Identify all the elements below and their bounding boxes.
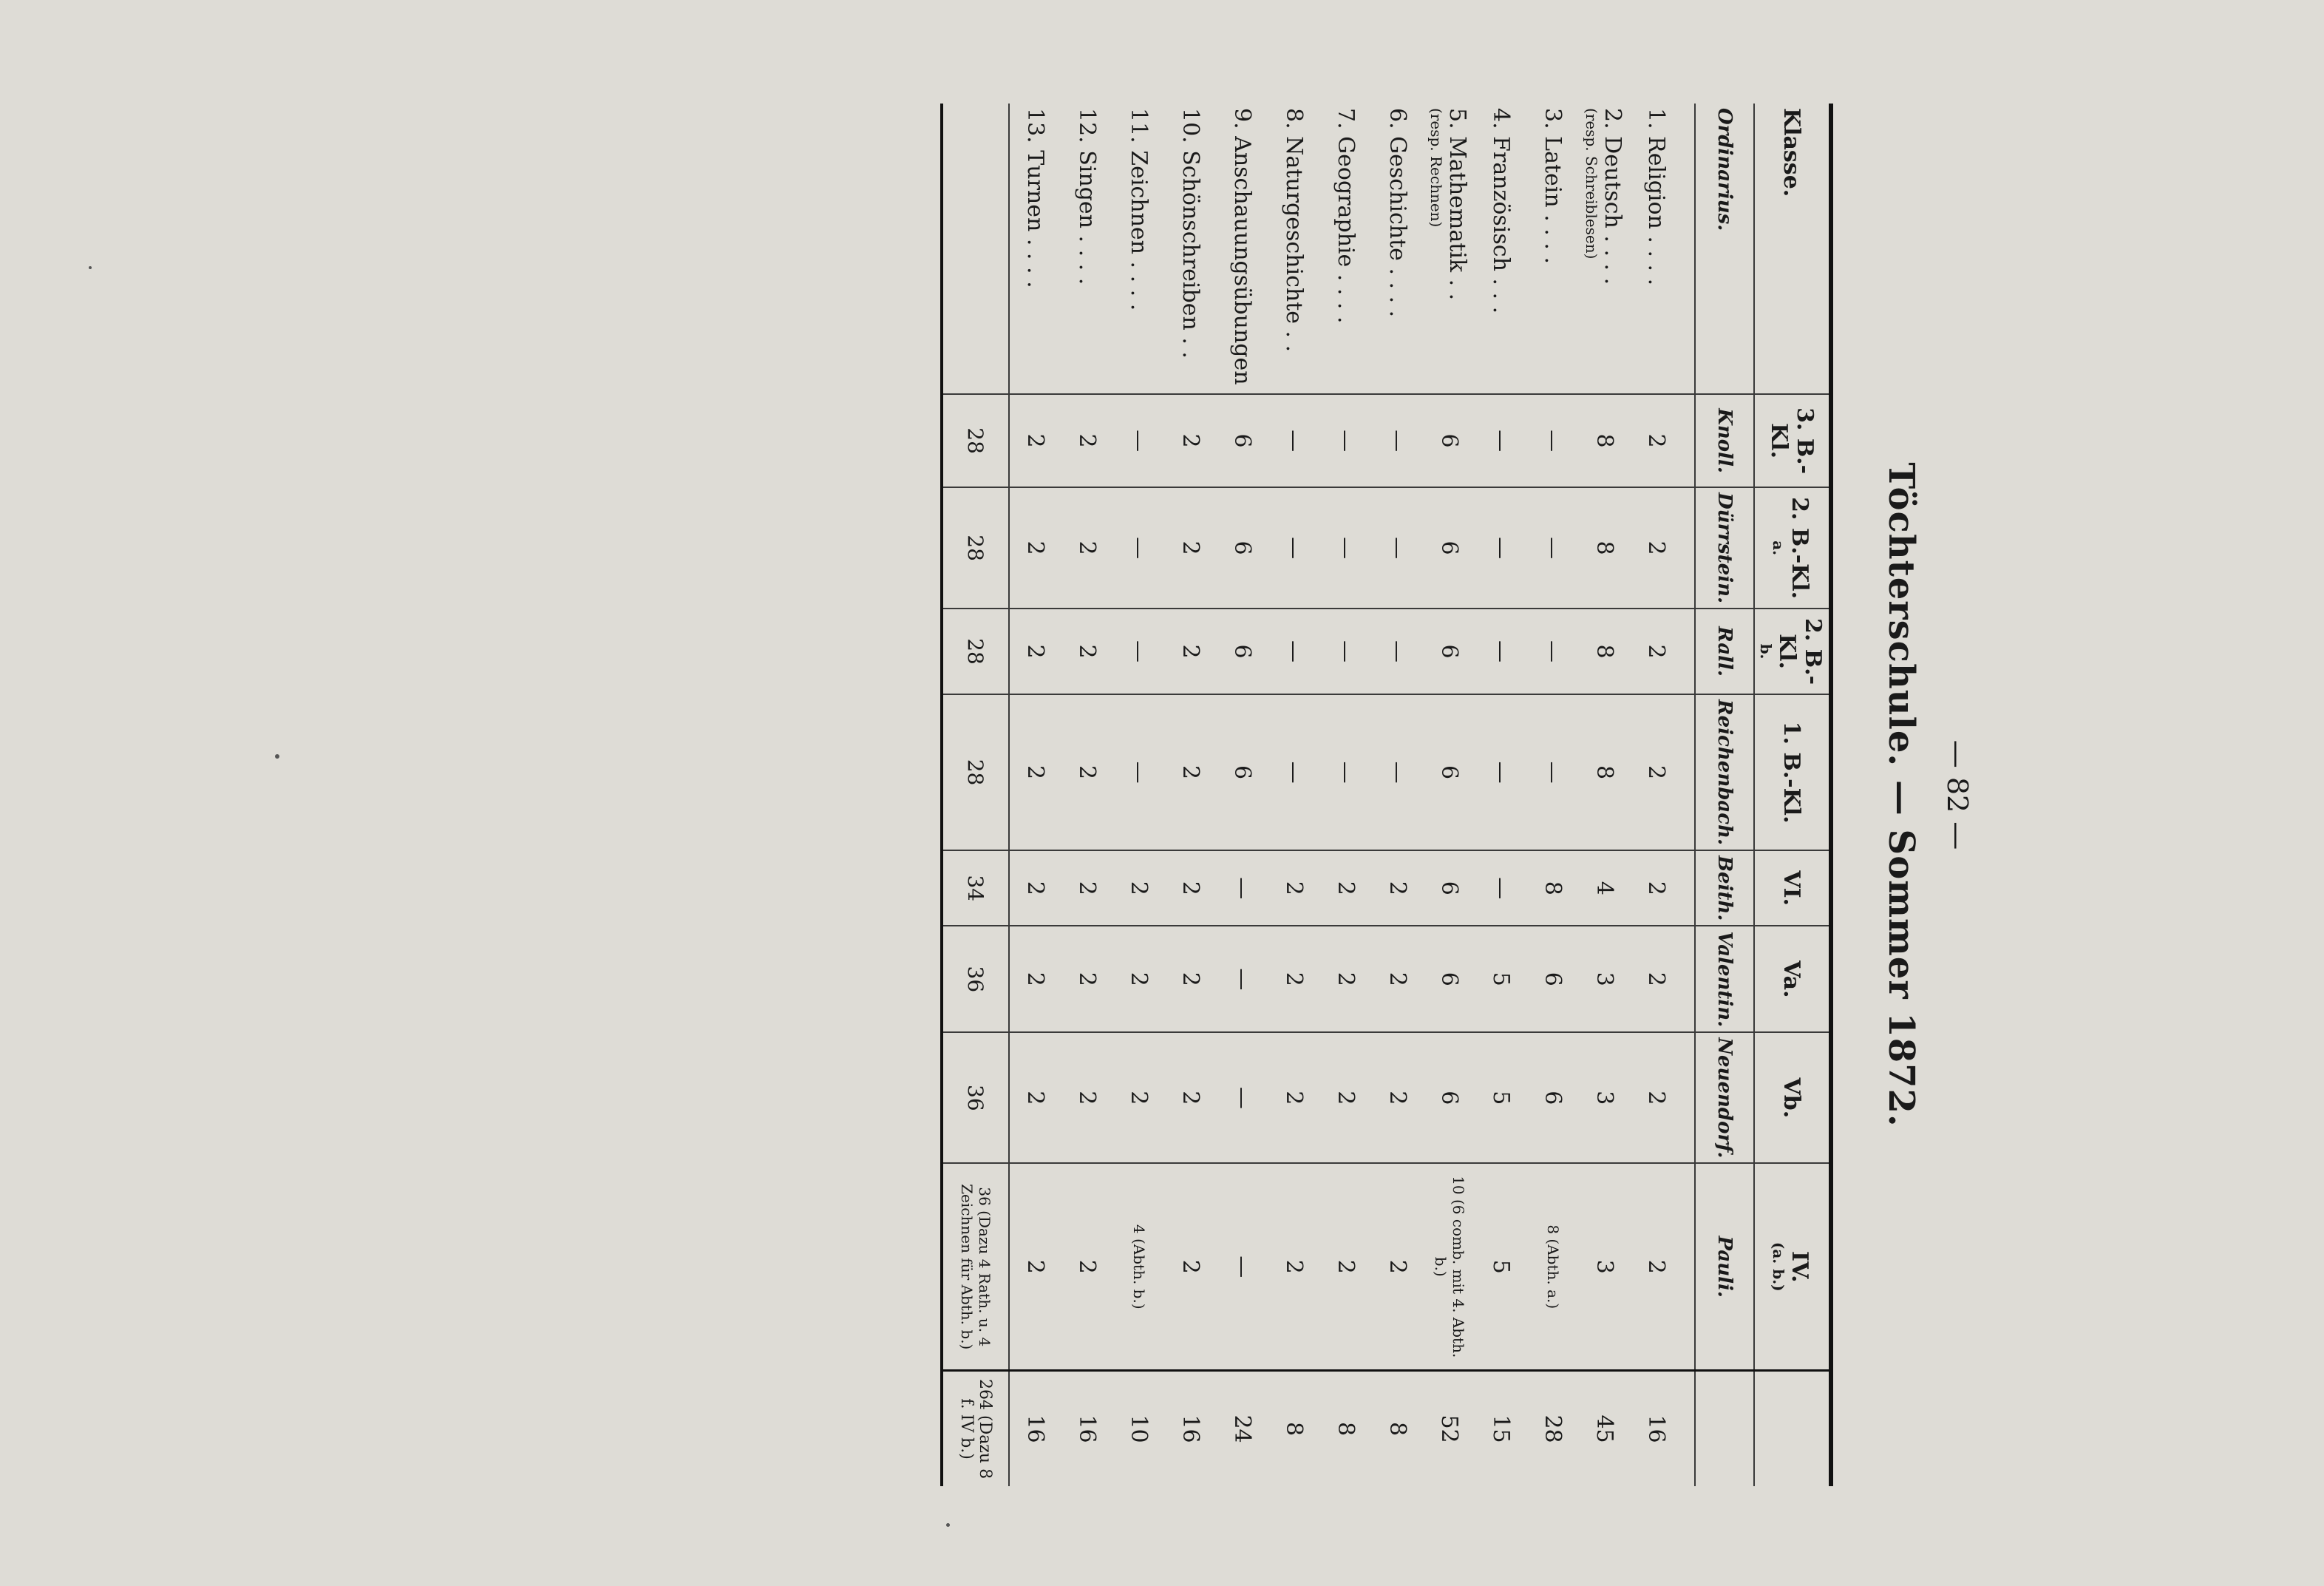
row-sum-cell: 16 xyxy=(1061,1371,1113,1486)
hours-cell: 2 xyxy=(1320,1032,1372,1163)
hours-cell: 8 xyxy=(1579,487,1631,609)
hours-cell: 2 xyxy=(1631,850,1695,926)
subject-cell xyxy=(1527,104,1579,394)
hours-cell: — xyxy=(1217,1163,1268,1370)
hours-cell: 2 xyxy=(1009,1163,1061,1370)
subject-cell xyxy=(1631,104,1695,394)
hours-cell: — xyxy=(1475,394,1527,487)
hours-cell: 5 xyxy=(1475,1163,1527,1370)
subject-cell xyxy=(1113,104,1165,394)
hours-cell: 6 xyxy=(1424,694,1475,850)
subject-cell xyxy=(1165,104,1217,394)
hours-cell: 2 xyxy=(1165,926,1217,1032)
hours-cell: 2 xyxy=(1009,609,1061,694)
hours-cell: 2 xyxy=(1009,926,1061,1032)
hours-cell: — xyxy=(1372,609,1424,694)
subject-label: 2. Deutsch . . . . xyxy=(1600,108,1626,285)
hours-cell: 4 xyxy=(1579,850,1631,926)
hours-cell: 6 xyxy=(1424,926,1475,1032)
table-row xyxy=(1320,104,1372,1486)
hours-cell: — xyxy=(1475,609,1527,694)
rotated-table-page xyxy=(473,104,1974,1486)
subject-cell xyxy=(1061,104,1113,394)
hours-cell: 2 xyxy=(1268,1032,1320,1163)
total-cell: 36 xyxy=(942,1032,1009,1163)
hours-cell: 2 xyxy=(1009,694,1061,850)
hours-cell: 2 xyxy=(1165,1163,1217,1370)
hours-cell: 2 xyxy=(1113,850,1165,926)
subject-cell xyxy=(1424,104,1475,394)
hours-cell: 2 xyxy=(1268,850,1320,926)
total-cell: 36 xyxy=(942,926,1009,1032)
teacher-col-sum xyxy=(1695,1371,1754,1486)
table-row xyxy=(1217,104,1268,1486)
hours-cell: 2 xyxy=(1165,394,1217,487)
total-cell: 28 xyxy=(942,394,1009,487)
hours-cell: — xyxy=(1527,487,1579,609)
hours-cell: 6 xyxy=(1424,609,1475,694)
table-row xyxy=(1424,104,1475,1486)
subject-label: 4. Französisch . . . xyxy=(1488,108,1515,314)
hours-cell: — xyxy=(1372,694,1424,850)
teacher-col-1: Knoll. xyxy=(1695,394,1754,487)
hours-cell: — xyxy=(1372,487,1424,609)
hours-cell: — xyxy=(1113,609,1165,694)
hours-cell: 2 xyxy=(1631,394,1695,487)
table-row xyxy=(1165,104,1217,1486)
hours-cell: — xyxy=(1268,394,1320,487)
hours-cell: 2 xyxy=(1061,694,1113,850)
hours-cell: — xyxy=(1320,394,1372,487)
hours-cell: 2 xyxy=(1165,487,1217,609)
total-cell: 28 xyxy=(942,694,1009,850)
hours-cell: — xyxy=(1113,694,1165,850)
hours-cell: 2 xyxy=(1061,926,1113,1032)
hours-cell: 5 xyxy=(1475,1032,1527,1163)
hours-cell: 2 xyxy=(1631,487,1695,609)
hours-cell: 2 xyxy=(1165,850,1217,926)
teacher-col-6: Valentin. xyxy=(1695,926,1754,1032)
grand-total-cell: 264 (Dazu 8 f. IV b.) xyxy=(942,1371,1009,1486)
hours-cell: 6 xyxy=(1217,487,1268,609)
hours-cell: — xyxy=(1268,487,1320,609)
subject-note: (resp. Rechnen) xyxy=(1427,108,1446,228)
hours-cell: 6 xyxy=(1424,394,1475,487)
hours-cell: — xyxy=(1217,1032,1268,1163)
teacher-col-5: Beith. xyxy=(1695,850,1754,926)
teacher-col-4: Reichenbach. xyxy=(1695,694,1754,850)
teacher-col-7: Neuendorf. xyxy=(1695,1032,1754,1163)
hours-cell: 2 xyxy=(1061,609,1113,694)
hours-cell: — xyxy=(1268,609,1320,694)
subject-label: 13. Turnen . . . . xyxy=(1022,108,1049,288)
row-sum-cell: 16 xyxy=(1165,1371,1217,1486)
row-sum-cell: 24 xyxy=(1217,1371,1268,1486)
hours-cell: 2 xyxy=(1165,1032,1217,1163)
subject-rows xyxy=(1009,104,1695,1486)
subject-cell xyxy=(1320,104,1372,394)
hours-cell: — xyxy=(1113,487,1165,609)
subject-note: (resp. Schreiblesen) xyxy=(1583,108,1601,260)
hours-cell: 2 xyxy=(1113,926,1165,1032)
subject-label: 9. Anschauungsübungen xyxy=(1229,108,1256,385)
hours-cell: 2 xyxy=(1631,926,1695,1032)
hours-cell: 2 xyxy=(1268,1163,1320,1370)
table-row xyxy=(1631,104,1695,1486)
total-cell: 28 xyxy=(942,609,1009,694)
hours-cell: 6 xyxy=(1424,850,1475,926)
hours-cell: 6 xyxy=(1217,394,1268,487)
subject-cell xyxy=(1372,104,1424,394)
row-sum-cell: 45 xyxy=(1579,1371,1631,1486)
page-number: — 82 — xyxy=(1941,739,1974,850)
table-row xyxy=(1113,104,1165,1486)
class-col-4: 1. B.-Kl. xyxy=(1754,694,1831,850)
hours-cell: 8 xyxy=(1579,609,1631,694)
teacher-header-row xyxy=(1695,104,1754,1486)
page-title: Töchterschule. — Sommer 1872. xyxy=(1880,462,1922,1128)
row-sum-cell: 52 xyxy=(1424,1371,1475,1486)
row-sum-cell: 10 xyxy=(1113,1371,1165,1486)
hours-cell: — xyxy=(1268,694,1320,850)
hours-cell: 2 xyxy=(1372,1163,1424,1370)
hours-cell: 2 xyxy=(1061,850,1113,926)
hours-cell: 6 xyxy=(1217,609,1268,694)
hours-cell: 2 xyxy=(1165,609,1217,694)
table-row xyxy=(1527,104,1579,1486)
hours-cell: 2 xyxy=(1009,487,1061,609)
hours-cell: — xyxy=(1527,394,1579,487)
teacher-col-8: Pauli. xyxy=(1695,1163,1754,1370)
hours-cell: 2 xyxy=(1061,394,1113,487)
table-row xyxy=(1268,104,1320,1486)
class-col-5: VI. xyxy=(1754,850,1831,926)
hours-cell: 10 (6 comb. mit 4. Abth. b.) xyxy=(1424,1163,1475,1370)
row-sum-cell: 16 xyxy=(1631,1371,1695,1486)
hours-cell: — xyxy=(1320,609,1372,694)
hours-cell: — xyxy=(1527,694,1579,850)
class-col-3: 2. B.-Kl. b. xyxy=(1754,609,1831,694)
hours-cell: — xyxy=(1320,694,1372,850)
row-sum-cell: 8 xyxy=(1320,1371,1372,1486)
hours-cell: — xyxy=(1475,850,1527,926)
teacher-col-3: Rall. xyxy=(1695,609,1754,694)
row-sum-cell: 15 xyxy=(1475,1371,1527,1486)
class-col-1: 3. B.-Kl. xyxy=(1754,394,1831,487)
hours-cell: 6 xyxy=(1217,694,1268,850)
total-cell: 36 (Dazu 4 Rath. u. 4 Zeichnen für Abth. b.) xyxy=(942,1163,1009,1370)
table-row xyxy=(1475,104,1527,1486)
hours-cell: 2 xyxy=(1320,850,1372,926)
hours-cell: 6 xyxy=(1424,1032,1475,1163)
hours-cell: 8 (Abth. a.) xyxy=(1527,1163,1579,1370)
row-sum-cell: 16 xyxy=(1009,1371,1061,1486)
class-col-2: 2. B.-Kl. a. xyxy=(1754,487,1831,609)
subject-label: 7. Geographie . . . . xyxy=(1333,108,1359,324)
hours-cell: 2 xyxy=(1061,487,1113,609)
class-header-row xyxy=(1754,104,1831,1486)
hours-cell: 2 xyxy=(1320,1163,1372,1370)
hours-cell: 6 xyxy=(1527,926,1579,1032)
paper-speck xyxy=(275,754,279,759)
hours-cell: 6 xyxy=(1527,1032,1579,1163)
hours-cell: 8 xyxy=(1579,394,1631,487)
totals-label xyxy=(942,104,1009,394)
row-sum-cell: 8 xyxy=(1268,1371,1320,1486)
hours-cell: 4 (Abth. b.) xyxy=(1113,1163,1165,1370)
class-col-8: IV. (a. b.) xyxy=(1754,1163,1831,1370)
hours-cell: 2 xyxy=(1372,850,1424,926)
hours-cell: 2 xyxy=(1009,850,1061,926)
hours-cell: 6 xyxy=(1424,487,1475,609)
hours-cell: 2 xyxy=(1372,1032,1424,1163)
paper-speck xyxy=(89,266,92,269)
hours-cell: 3 xyxy=(1579,1163,1631,1370)
hours-cell: 2 xyxy=(1320,926,1372,1032)
subject-cell xyxy=(1009,104,1061,394)
table-row xyxy=(1061,104,1113,1486)
hours-cell: 2 xyxy=(1631,609,1695,694)
hours-cell: — xyxy=(1320,487,1372,609)
subject-cell xyxy=(1579,104,1631,394)
hours-cell: 2 xyxy=(1631,1032,1695,1163)
hours-cell: 8 xyxy=(1527,850,1579,926)
paper-speck xyxy=(946,1523,950,1527)
teacher-label: Ordinarius. xyxy=(1695,104,1754,394)
total-cell: 28 xyxy=(942,487,1009,609)
subject-cell xyxy=(1268,104,1320,394)
total-cell: 34 xyxy=(942,850,1009,926)
hours-cell: 8 xyxy=(1579,694,1631,850)
table-row xyxy=(1579,104,1631,1486)
teacher-col-2: Dürrstein. xyxy=(1695,487,1754,609)
hours-cell: 2 xyxy=(1631,694,1695,850)
hours-cell: 2 xyxy=(1165,694,1217,850)
hours-cell: — xyxy=(1113,394,1165,487)
hours-cell: 5 xyxy=(1475,926,1527,1032)
hours-cell: — xyxy=(1475,487,1527,609)
hours-cell: 2 xyxy=(1268,926,1320,1032)
subject-label: 10. Schönschreiben . . xyxy=(1178,108,1204,359)
hours-cell: 2 xyxy=(1631,1163,1695,1370)
hours-cell: 3 xyxy=(1579,926,1631,1032)
class-col-6: Va. xyxy=(1754,926,1831,1032)
hours-cell: — xyxy=(1372,394,1424,487)
hours-cell: 3 xyxy=(1579,1032,1631,1163)
subject-label: 1. Religion . . . . xyxy=(1643,108,1670,286)
row-sum-cell: 8 xyxy=(1372,1371,1424,1486)
hours-cell: 2 xyxy=(1113,1032,1165,1163)
hours-cell: — xyxy=(1217,850,1268,926)
table-row xyxy=(1009,104,1061,1486)
hours-cell: 2 xyxy=(1061,1032,1113,1163)
hours-cell: 2 xyxy=(1009,394,1061,487)
row-sum-cell: 28 xyxy=(1527,1371,1579,1486)
subject-label: 3. Latein . . . . xyxy=(1540,108,1566,264)
subject-label: 8. Naturgeschichte . . xyxy=(1281,108,1308,353)
class-col-sum xyxy=(1754,1371,1831,1486)
subject-cell xyxy=(1217,104,1268,394)
hours-cell: — xyxy=(1217,926,1268,1032)
class-col-7: Vb. xyxy=(1754,1032,1831,1163)
hours-cell: — xyxy=(1527,609,1579,694)
subject-label: 6. Geschichte . . . . xyxy=(1384,108,1411,318)
subject-label: 12. Singen . . . . xyxy=(1074,108,1101,285)
hours-cell: 2 xyxy=(1009,1032,1061,1163)
subject-label: 11. Zeichnen . . . . xyxy=(1126,108,1152,311)
hours-cell: 2 xyxy=(1372,926,1424,1032)
totals-row xyxy=(942,104,1009,1486)
hours-cell: — xyxy=(1475,694,1527,850)
class-label: Klasse. xyxy=(1754,104,1831,394)
hours-cell: 2 xyxy=(1061,1163,1113,1370)
table-row xyxy=(1372,104,1424,1486)
subject-cell xyxy=(1475,104,1527,394)
subject-label: 5. Mathematik . . xyxy=(1444,108,1471,301)
schedule-table xyxy=(940,104,1833,1486)
